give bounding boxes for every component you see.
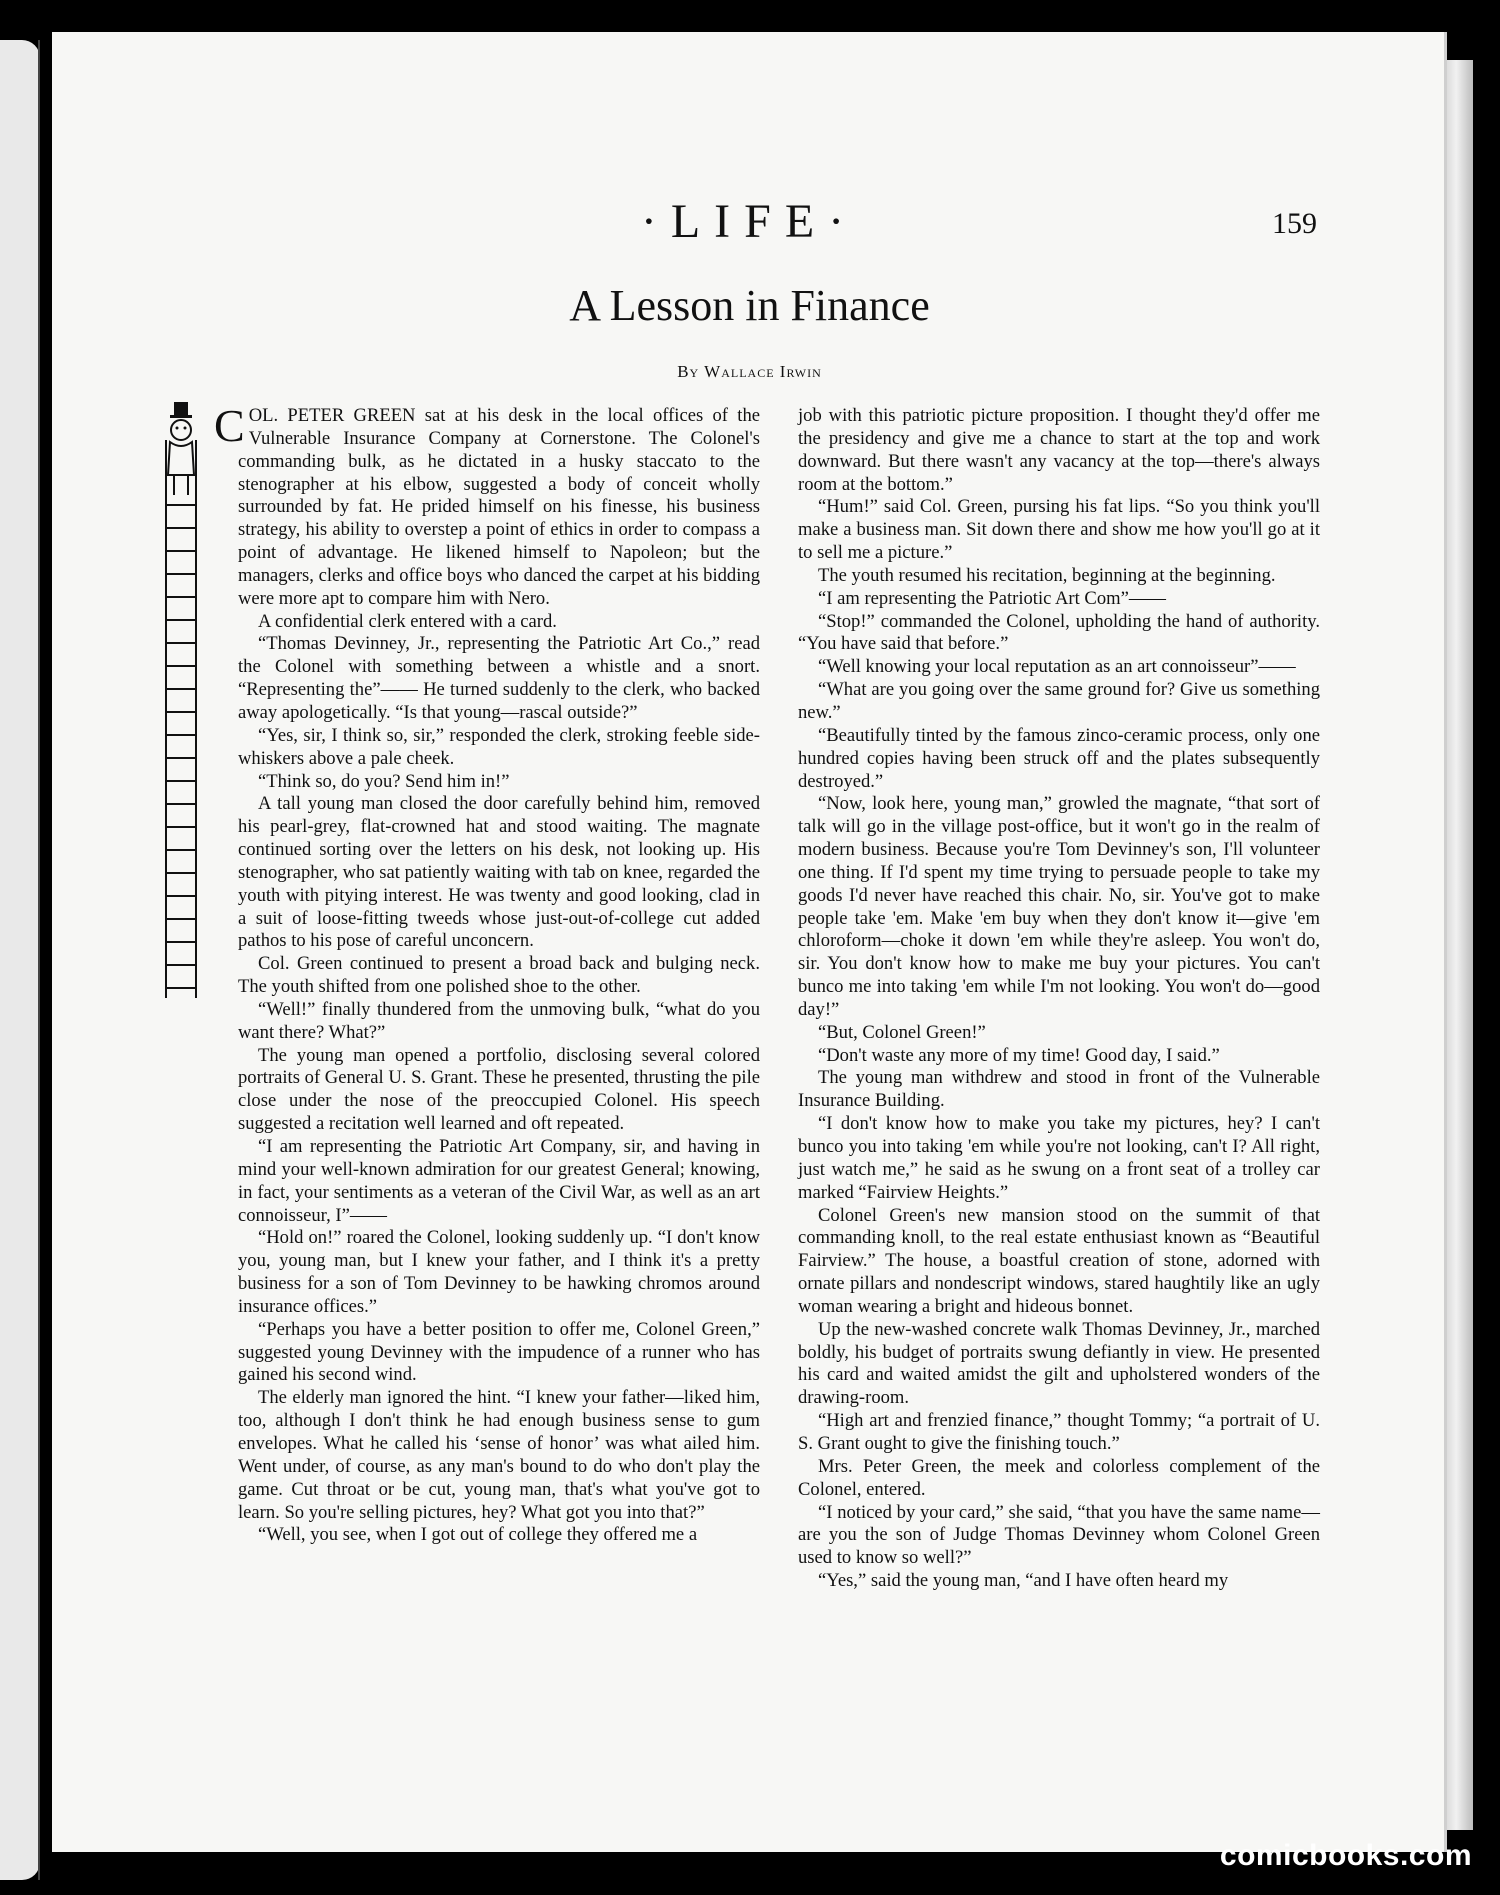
column-left [214,400,760,1547]
paragraph: “I don't know how to make you take my pictures, hey? I can't bunco you into taking 'em while you're not looking, can't I? All right, just watch me,” he said as he swung on a front seat of a trolley car marked “Fairview Heights.” [798,1113,1320,1203]
paragraph: “But, Colonel Green!” [818,1021,986,1043]
byline: By Wallace Irwin [677,362,822,381]
page-stack-edge [1445,60,1473,1830]
paragraph: “High art and frenzied finance,” thought Tommy; “a portrait of U. S. Grant ought to give the finishing touch.” [798,1410,1320,1454]
ladder-illustration [160,400,210,1000]
drop-cap: C [214,400,245,451]
paragraph: A tall young man closed the door carefully behind him, removed his pearl-grey, flat-crowned hat and stood waiting. The magnate continued sorting over the letters on his desk, not looking up. His stenographer, who sat patiently waiting with tab on knee, regarded the youth with pitying interest. He was twenty and good looking, clad in a suit of loose-fitting tweeds whose just-out-of-college cut added pathos to his pose of careful unconcern. [238,793,760,952]
paragraph: The elderly man ignored the hint. “I knew your father—liked him, too, although I don't think he had enough business sense to gum envelopes. What he called his ‘sense of honor’ was what ailed him. Went under, of course, as any man's bound to do who don't play the game. Cut throat or be cut, young man, that's what you've got to learn. So you're selling pictures, hey? What got you into that?” [238,1387,760,1523]
paragraph: job with this patriotic picture proposition. I thought they'd offer me the presidency and give me a chance to start at the top and work downward. But there wasn't any vacancy at the top—there's always room at the bottom.” [798,405,1320,495]
paragraph: The youth resumed his recitation, beginning at the beginning. [818,564,1276,586]
paragraph: Mrs. Peter Green, the meek and colorless complement of the Colonel, entered. [798,1455,1320,1500]
paragraph: “Beautifully tinted by the famous zinco-ceramic process, only one hundred copies having been struck off and the plates subsequently destroyed.” [798,724,1320,792]
paragraph: “Yes,” said the young man, “and I have often heard my [818,1570,1229,1592]
paragraph: Up the new-washed concrete walk Thomas Devinney, Jr., marched boldly, his budget of portraits swung defiantly in view. He presented his card and waited amidst the gilt and upholstered wonders of the drawing-room. [798,1318,1320,1409]
paragraph: “I noticed by your card,” she said, “that you have the same name—are you the son of Judge Thomas Devinney whom Colonel Green used to know so well?” [798,1501,1320,1569]
paragraph: “Think so, do you? Send him in!” [258,770,510,792]
paragraph: “Well, you see, when I got out of college they offered me a [258,1524,698,1546]
paragraph: The young man opened a portfolio, disclosing several colored portraits of General U. S. Grant. These he presented, thrusting the pile close under the nose of the preoccupied Colonel. His speech suggested a recitation well learned and oft repeated. [238,1044,760,1135]
paragraph: “Hum!” said Col. Green, pursing his fat lips. “So you think you'll make a business man. Sit down there and show me how you'll go at it to sell me a picture.” [798,496,1320,564]
article-title: A Lesson in Finance [569,281,930,330]
page-number: 159 [1272,207,1317,240]
paragraph: “I am representing the Patriotic Art Company, sir, and having in mind your well-known admiration for our greatest General; knowing, in fact, your sentiments as a veteran of the Civil War, as well as an art connoisseur, I”—— [238,1136,760,1226]
paragraph: “Stop!” commanded the Colonel, upholding the hand of authority. “You have said that before.” [798,610,1320,655]
paragraph: “Well!” finally thundered from the unmoving bulk, “what do you want there? What?” [238,998,760,1043]
paragraph: “Hold on!” roared the Colonel, looking suddenly up. “I don't know you, young man, but I knew your father, and I think it's a pretty business for a son of Tom Devinney to be hawking chromos around insurance offices.” [238,1227,760,1317]
paragraph: The young man withdrew and stood in front of the Vulnerable Insurance Building. [798,1067,1320,1112]
column-right [798,405,1320,1593]
masthead: ·LIFE· [640,195,859,248]
paragraph: Colonel Green's new mansion stood on the summit of that commanding knoll, to the real estate enthusiast known as “Beautiful Fairview.” The house, a boastful creation of stone, adorned with ornate pillars and nondescript windows, stared haughtily like an ugly woman wearing a bright and hideous bonnet. [798,1204,1320,1317]
paragraph: “Now, look here, young man,” growled the magnate, “that sort of talk will go in the village post-office, but it won't go in the realm of modern business. Because you're Tom Devinney's son, I'll volunteer one thing. If I'd spent my time trying to persuade people to take my goods I'd never have reached this chair. No, sir. You've got to make people take 'em. Make 'em buy when they don't know it—give 'em chloroform—choke it down 'em while they're asleep. You won't do, sir. You don't know how to make me buy your pictures. You can't bunco me into taking 'em while I'm not looking. You won't do—good day!” [798,793,1320,1020]
paragraph: “Perhaps you have a better position to offer me, Colonel Green,” suggested young Devinney with the impudence of a runner who has gained his second wind. [238,1318,760,1386]
paragraph: “Well knowing your local reputation as an art connoisseur”—— [818,656,1296,678]
paragraph: “What are you going over the same ground for? Give us something new.” [798,679,1320,723]
paragraph: Col. Green continued to present a broad back and bulging neck. The youth shifted from one polished shoe to the other. [238,953,760,998]
watermark: comicbooks.com [1219,1839,1472,1872]
paragraph: “Don't waste any more of my time! Good day, I said.” [818,1044,1220,1066]
paragraph: “Yes, sir, I think so, sir,” responded the clerk, stroking feeble side-whiskers above a pale cheek. [238,724,760,769]
paragraph: A confidential clerk entered with a card. [258,610,557,632]
paragraph: “Thomas Devinney, Jr., representing the Patriotic Art Co.,” read the Colonel with something between a whistle and a snort. “Representing the”—— He turned suddenly to the clerk, who backed away apologetically. “Is that young—rascal outside?” [238,633,760,723]
facing-page-edge [0,40,40,1880]
magazine-page [52,32,1447,1852]
paragraph: COL. PETER GREEN sat at his desk in the local offices of the Vulnerable Insurance Company at Cornerstone. The Colonel's commanding bulk, as he dictated in a husky staccato to the stenographer at his elbow, suggested a body of conceit wholly surrounded by fat. He prided himself on his finesse, his business strategy, his ability to overstep a point of ethics in order to compass a point of advantage. He likened himself to Napoleon; but the managers, clerks and office boys who danced the carpet at his bidding were more apt to compare him with Nero. [214,400,760,609]
paragraph: “I am representing the Patriotic Art Com”—— [818,587,1167,609]
